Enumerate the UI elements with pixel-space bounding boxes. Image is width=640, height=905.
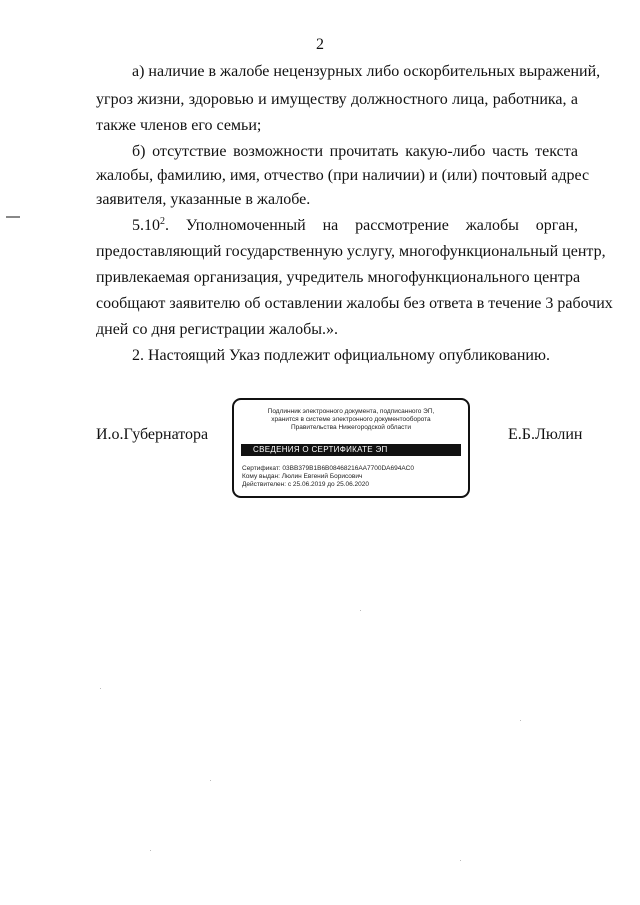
stamp-header-line: хранится в системе электронного документооборота xyxy=(271,416,431,423)
clause-number: 5.10 xyxy=(132,217,160,234)
scan-speck xyxy=(360,610,361,611)
paragraph-c-line-1 xyxy=(132,216,578,236)
paragraph-c-line-5: дней со дня регистрации жалобы.». xyxy=(96,321,339,338)
certificate-validity: Действителен: с 25.06.2019 до 25.06.2020 xyxy=(242,481,370,488)
scan-speck xyxy=(150,850,151,851)
paragraph-d: 2. Настоящий Указ подлежит официальному опубликованию. xyxy=(132,347,550,364)
scan-speck xyxy=(210,780,211,781)
clause-text: . Уполномоченный на рассмотрение жалобы орган, xyxy=(165,217,578,234)
paragraph-c-line-2: предоставляющий государственную услугу, многофункциональный центр, xyxy=(96,243,606,260)
stamp-header xyxy=(234,408,468,432)
paragraph-b-line-1: б) отсутствие возможности прочитать какую-либо часть текста xyxy=(132,143,578,160)
electronic-signature-stamp xyxy=(232,398,470,498)
paragraph-c-line-4: сообщают заявителю об оставлении жалобы без ответа в течение 3 рабочих xyxy=(96,295,613,312)
stamp-header-line: Подлинник электронного документа, подписанного ЭП, xyxy=(267,408,435,415)
stamp-header-line: Правительства Нижегородской области xyxy=(290,424,412,431)
certificate-owner: Кому выдан: Люлин Евгений Борисович xyxy=(242,473,363,480)
clause-superscript: 2 xyxy=(160,216,165,227)
scan-speck xyxy=(460,860,461,861)
paragraph-c-line-3: привлекаемая организация, учредитель многофункционального центра xyxy=(96,269,581,286)
paragraph-a-line-3: также членов его семьи; xyxy=(96,117,262,134)
page-number: 2 xyxy=(316,36,324,53)
paragraph-a-line-1: а) наличие в жалобе нецензурных либо оскорбительных выражений, xyxy=(132,63,601,80)
signatory-name: Е.Б.Люлин xyxy=(508,426,583,443)
scan-speck xyxy=(520,720,521,721)
certificate-details xyxy=(242,465,414,489)
scan-mark xyxy=(6,216,20,218)
signatory-position: И.о.Губернатора xyxy=(96,426,209,443)
certificate-serial: Сертификат: 03BB379B1B6B08468216AA7700DA694AC0 xyxy=(242,465,414,472)
paragraph-b-line-3: заявителя, указанные в жалобе. xyxy=(96,191,311,208)
certificate-info-bar: СВЕДЕНИЯ О СЕРТИФИКАТЕ ЭП xyxy=(241,444,461,456)
scan-speck xyxy=(100,688,101,689)
paragraph-a-line-2: угроз жизни, здоровью и имуществу должностного лица, работника, а xyxy=(96,91,578,108)
paragraph-b-line-2: жалобы, фамилию, имя, отчество (при наличии) и (или) почтовый адрес xyxy=(96,167,590,184)
